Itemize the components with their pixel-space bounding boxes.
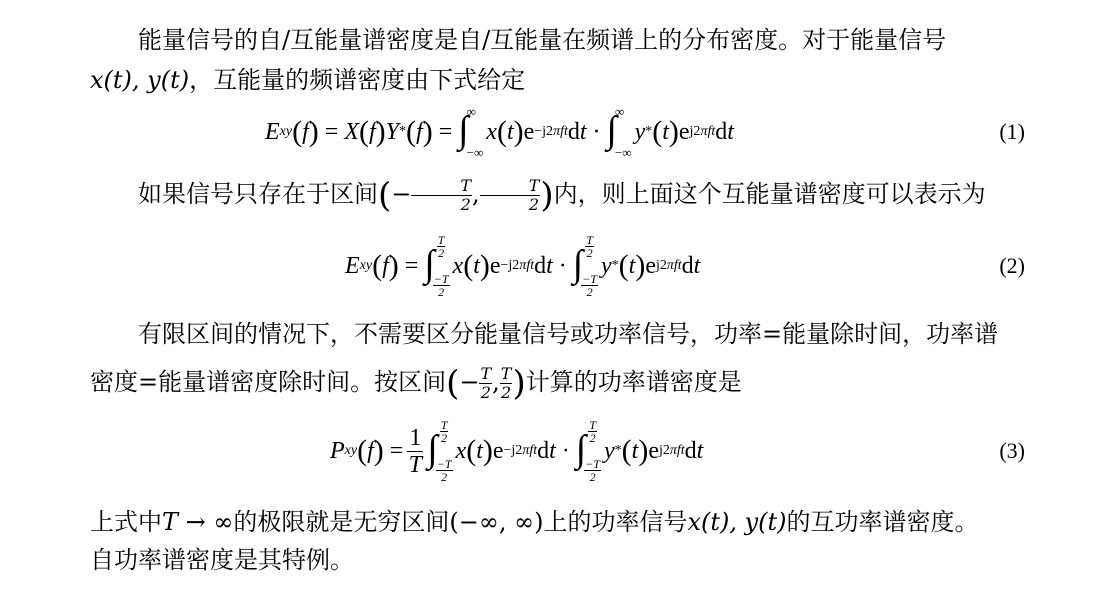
signals-math: x(t), y(t) bbox=[90, 66, 190, 94]
paragraph-2-before: 如果信号只存在于区间 bbox=[138, 180, 378, 208]
paragraph-3-after: 计算的功率谱密度是 bbox=[525, 368, 742, 396]
equation-1 bbox=[0, 102, 1120, 162]
p4-text-d: 的互功率谱密度。 bbox=[786, 508, 979, 536]
paragraph-2-after: 内，则上面这个互能量谱密度可以表示为 bbox=[553, 180, 986, 208]
p4-text-b: 的极限就是无穷区间 bbox=[233, 508, 450, 536]
paragraph-3-text: 有限区间的情况下，不需要区分能量信号或功率信号，功率=能量除时间，功率谱 bbox=[138, 320, 999, 348]
paragraph-1-line-1 bbox=[90, 20, 1050, 60]
equation-3 bbox=[0, 416, 1120, 486]
paragraph-1-text: 能量信号的自/互能量谱密度是自/互能量在频谱上的分布密度。对于能量信号 bbox=[138, 26, 947, 54]
equation-2 bbox=[0, 232, 1120, 300]
equation-3-number: (3) bbox=[999, 438, 1025, 463]
equation-3-body: P xy ( f ) = $\frac{1}{T}$ ∫ $\frac{T}{2}$ $\frac{-T}{2}$ x ( t ) e −j2πft d t · ∫ $\frac{T}{2}$ $\frac{-T}{2}$ y * ( t ) e j2πft d t bbox=[330, 418, 704, 484]
equation-2-number: (2) bbox=[999, 253, 1025, 278]
equation-1-body: E xy ( f ) = X ( f ) Y * ( f ) = ∫ ∞ −∞ x ( t ) e −j2πft d t · ∫ ∞ −∞ y * ( t ) e j2πft d t bbox=[265, 104, 734, 160]
paragraph-3-line-1 bbox=[90, 314, 1050, 354]
p4-math-limit: T → ∞ bbox=[162, 508, 234, 536]
equation-2-body: E xy ( f ) = ∫ $\frac{T}{2}$ $\frac{-T}{2}$ x ( t ) e −j2πft d t · ∫ $\frac{T}{2}$ $\frac{-T}{2}$ y * ( t ) e j2πft d t bbox=[345, 233, 701, 299]
p4-text-line2: 自功率谱密度是其特例。 bbox=[90, 546, 354, 574]
paragraph-4-line-2 bbox=[90, 540, 1050, 580]
paragraph-3-before: 密度=能量谱密度除时间。按区间 bbox=[90, 368, 447, 396]
paragraph-3-line-2: 密度=能量谱密度除时间。按区间(− $\frac{T}{2}$ , $\frac{T}{2}$ )计算的功率谱密度是 bbox=[90, 363, 742, 404]
p4-math-interval: (−∞, ∞) bbox=[449, 508, 544, 536]
paragraph-4-line-1 bbox=[90, 502, 1050, 542]
paragraph-1-tail: ，互能量的频谱密度由下式给定 bbox=[189, 66, 526, 94]
paragraph-1-line-2 bbox=[90, 60, 1050, 100]
p4-text-c: 上的功率信号 bbox=[543, 508, 688, 536]
equation-1-number: (1) bbox=[999, 119, 1025, 144]
paragraph-2: 如果信号只存在于区间(− $\frac{T}{2}$ , $\frac{T}{2}$ )内，则上面这个互能量谱密度可以表示为 bbox=[138, 175, 986, 216]
p4-math-signals: x(t), y(t) bbox=[687, 508, 787, 536]
p4-text-a: 上式中 bbox=[90, 508, 162, 536]
